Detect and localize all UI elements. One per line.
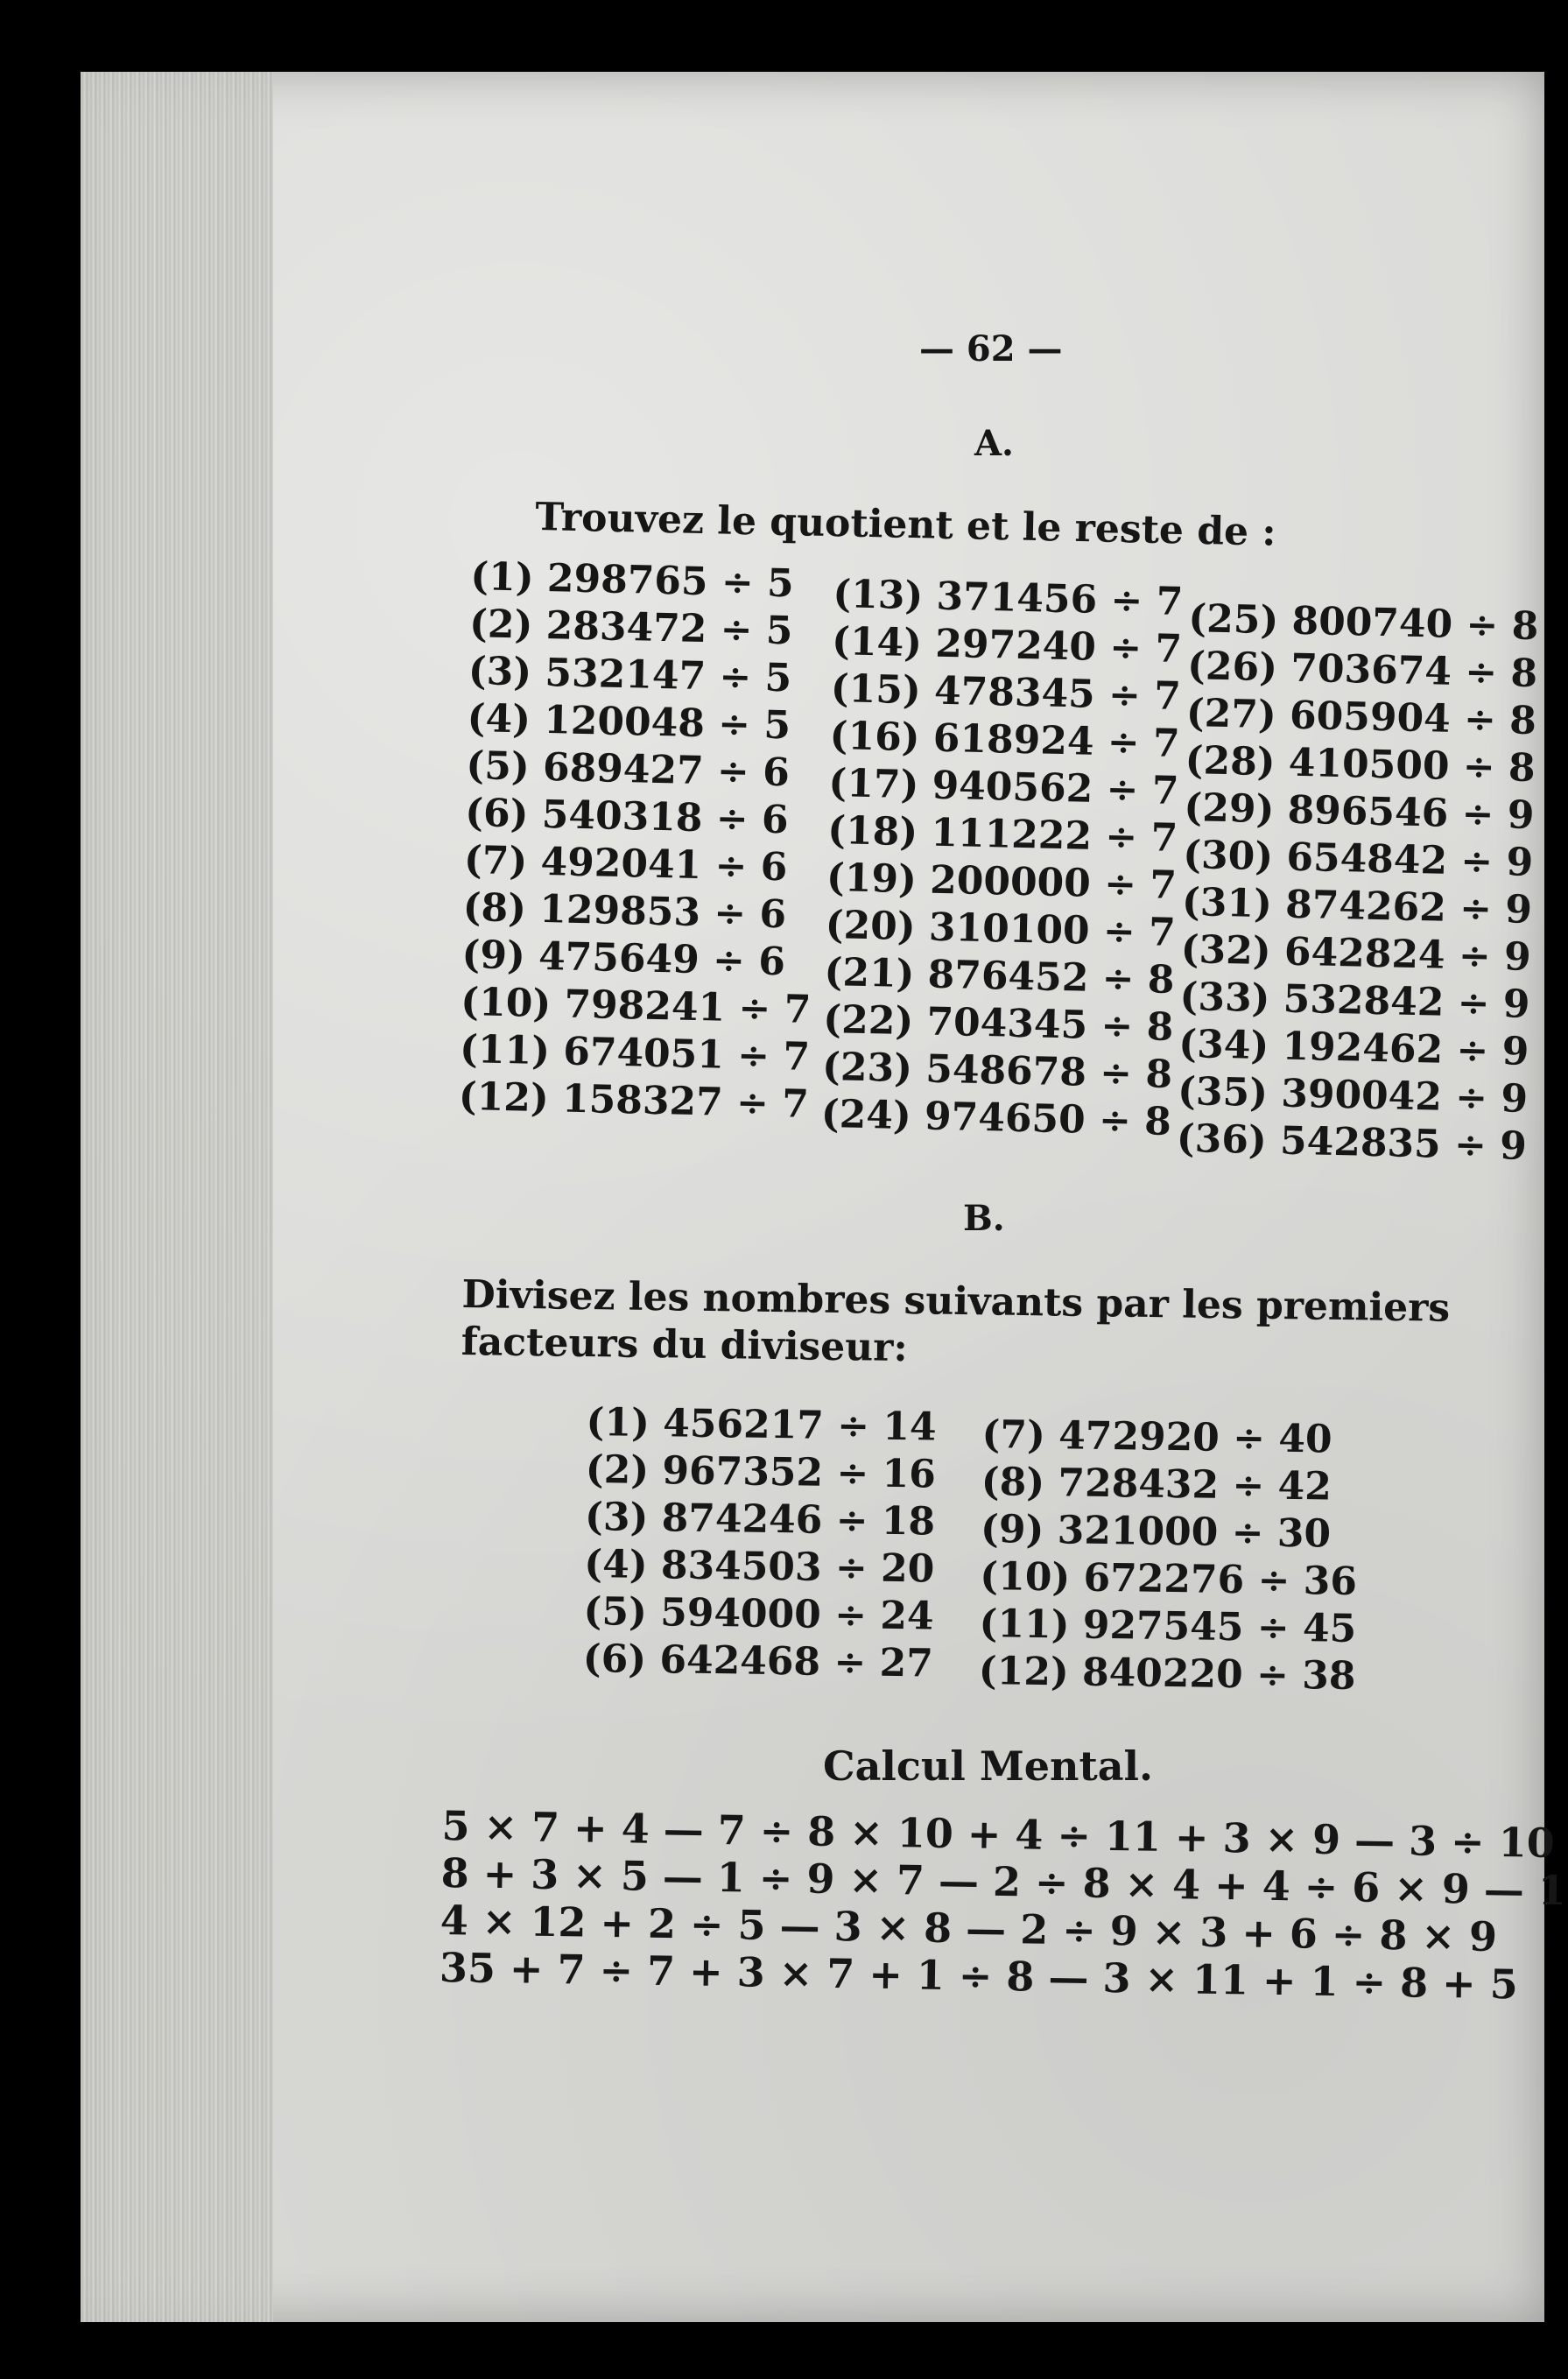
mental-calculation-title: Calcul Mental. <box>823 1742 1154 1790</box>
exercise-item: (21) 876452 ÷ 8 <box>824 949 1176 1003</box>
exercise-item: (27) 605904 ÷ 8 <box>1185 690 1537 744</box>
section-a-instruction: Trouvez le quotient et le reste de : <box>534 495 1277 555</box>
exercise-item: (2) 283472 ÷ 5 <box>468 601 794 654</box>
exercise-item: (6) 540318 ÷ 6 <box>464 790 790 843</box>
exercise-item: (8) 728432 ÷ 42 <box>981 1459 1332 1510</box>
exercise-item: (22) 704345 ÷ 8 <box>822 996 1174 1050</box>
exercise-item: (4) 120048 ÷ 5 <box>467 695 791 749</box>
exercise-item: (6) 642468 ÷ 27 <box>582 1636 934 1686</box>
exercise-item: (1) 298765 ÷ 5 <box>469 553 795 607</box>
exercise-item: (29) 896546 ÷ 9 <box>1183 785 1535 839</box>
mental-line: 4 × 12 + 2 ÷ 5 — 3 × 8 — 2 ÷ 9 × 3 + 6 ÷ 8 × 9 <box>439 1896 1498 1960</box>
exercise-item: (2) 967352 ÷ 16 <box>585 1446 937 1497</box>
section-a-heading: A. <box>974 423 1014 464</box>
exercise-item: (3) 532147 ÷ 5 <box>468 648 792 701</box>
exercise-item: (5) 689427 ÷ 6 <box>465 743 791 796</box>
exercise-item: (9) 475649 ÷ 6 <box>461 932 786 985</box>
mental-line: 35 + 7 ÷ 7 + 3 × 7 + 1 ÷ 8 — 3 × 11 + 1 ÷ 8 + 5 <box>439 1943 1519 2009</box>
page-binding-edge <box>81 72 273 2322</box>
exercise-item: (32) 642824 ÷ 9 <box>1180 926 1532 980</box>
exercise-item: (7) 492041 ÷ 6 <box>463 837 788 890</box>
mental-calculation-lines <box>439 1802 1568 2009</box>
exercise-item: (7) 472920 ÷ 40 <box>981 1411 1332 1462</box>
exercise-item: (19) 200000 ÷ 7 <box>826 855 1178 908</box>
exercise-item: (18) 111222 ÷ 7 <box>826 807 1178 861</box>
exercise-item: (34) 192462 ÷ 9 <box>1178 1021 1529 1074</box>
exercise-item: (35) 390042 ÷ 9 <box>1177 1068 1529 1122</box>
exercise-item: (30) 654842 ÷ 9 <box>1182 832 1534 885</box>
exercise-item: (24) 974650 ÷ 8 <box>820 1091 1172 1144</box>
section-b-instruction: Divisez les nombres suivants par les premiers facteurs du diviseur: <box>461 1271 1451 1371</box>
exercise-item: (13) 371456 ÷ 7 <box>832 571 1184 625</box>
exercise-item: (36) 542835 ÷ 9 <box>1176 1116 1528 1169</box>
exercise-item: (20) 310100 ÷ 7 <box>825 902 1177 955</box>
exercise-item: (28) 410500 ÷ 8 <box>1185 737 1536 792</box>
exercise-item: (33) 532842 ÷ 9 <box>1179 974 1531 1027</box>
exercise-item: (26) 703674 ÷ 8 <box>1186 643 1538 697</box>
exercise-item: (10) 672276 ÷ 36 <box>980 1553 1358 1604</box>
section-a-column-1 <box>458 553 821 1129</box>
exercise-item: (3) 874246 ÷ 18 <box>584 1494 936 1545</box>
exercise-item: (9) 321000 ÷ 30 <box>980 1506 1332 1557</box>
exercise-item: (11) 927545 ÷ 45 <box>979 1601 1357 1651</box>
section-b-heading: B. <box>963 1198 1005 1239</box>
exercise-item: (14) 297240 ÷ 7 <box>831 618 1183 672</box>
exercise-item: (23) 548678 ÷ 8 <box>821 1044 1173 1097</box>
page-number: — 62 — <box>919 328 1063 370</box>
exercise-item: (4) 834503 ÷ 20 <box>584 1541 935 1592</box>
section-b-column-1 <box>582 1399 936 1688</box>
exercise-item: (25) 800740 ÷ 8 <box>1187 595 1539 650</box>
mental-line: 5 × 7 + 4 — 7 ÷ 8 × 10 + 4 ÷ 11 + 3 × 9 — 3 ÷ 10 <box>441 1802 1556 1867</box>
section-a-column-3 <box>1176 595 1539 1171</box>
section-a-column-2 <box>820 571 1184 1146</box>
exercise-item: (17) 940562 ÷ 7 <box>827 760 1179 814</box>
exercise-item: (5) 594000 ÷ 24 <box>583 1588 934 1639</box>
exercise-item: (10) 798241 ÷ 7 <box>460 979 812 1032</box>
mental-line: 8 + 3 × 5 — 1 ÷ 9 × 7 — 2 ÷ 8 × 4 + 4 ÷ 6 × 9 — 1 <box>440 1848 1567 1915</box>
exercise-item: (8) 129853 ÷ 6 <box>462 884 787 938</box>
exercise-item: (1) 456217 ÷ 14 <box>586 1399 937 1450</box>
exercise-item: (11) 674051 ÷ 7 <box>459 1026 811 1080</box>
section-b-column-2 <box>978 1411 1359 1700</box>
exercise-item: (12) 158327 ÷ 7 <box>458 1073 810 1127</box>
exercise-item: (31) 874262 ÷ 9 <box>1181 879 1533 933</box>
exercise-item: (12) 840220 ÷ 38 <box>978 1648 1356 1699</box>
exercise-item: (16) 618924 ÷ 7 <box>829 713 1181 767</box>
exercise-item: (15) 478345 ÷ 7 <box>830 665 1182 720</box>
